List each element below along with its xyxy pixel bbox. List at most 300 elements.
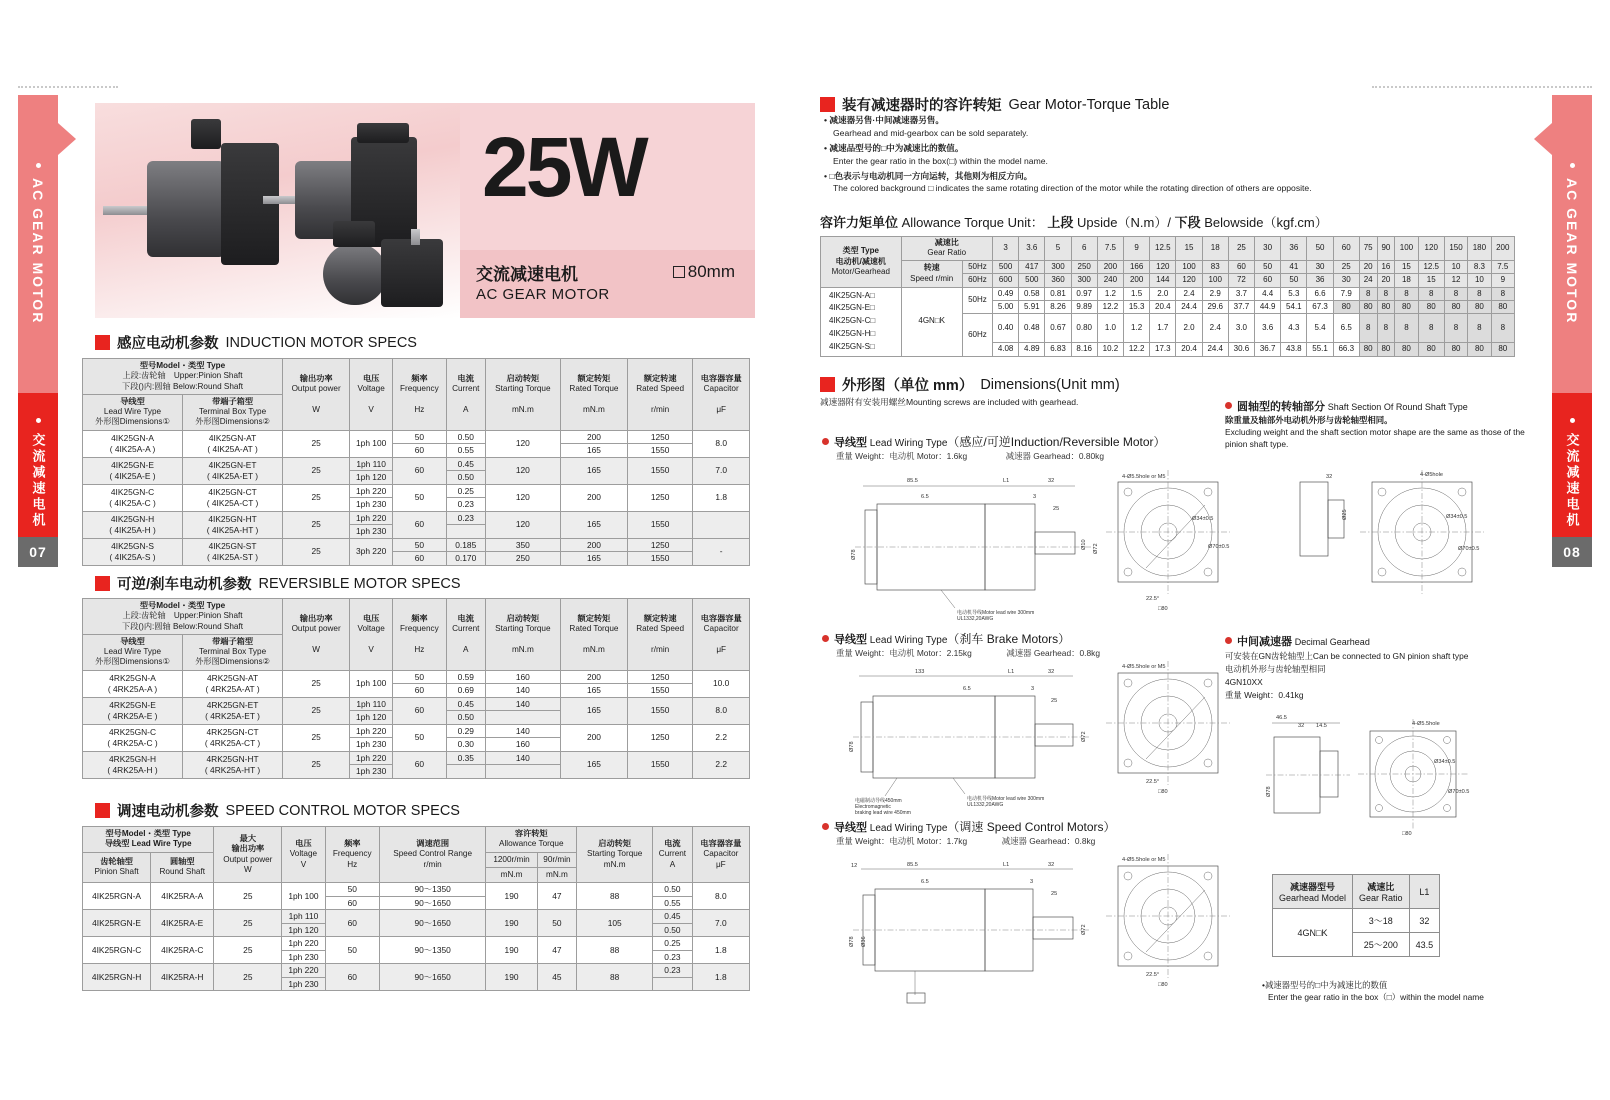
cell-rated-speed: 1550: [627, 552, 692, 566]
square-box-icon: [673, 266, 685, 278]
dim-block-3-heading: 导线型 Lead Wiring Type（调速 Speed Control Motors）: [822, 818, 1116, 837]
cell-torque-60hz-kgfcm: 17.3: [1150, 343, 1176, 356]
cell-voltage: 1ph 100: [350, 670, 393, 697]
mount-note-en: Mounting screws are included with gearhead.: [905, 397, 1079, 407]
cell-output-power: 25: [283, 538, 350, 565]
cell-current: 0.50: [446, 711, 485, 725]
cell-voltage: 1ph 220: [282, 964, 325, 978]
cell-frequency: 60: [393, 444, 447, 458]
cell-torque-50hz-kgfcm: 15.3: [1124, 300, 1150, 313]
cell-frequency: 50: [393, 430, 447, 444]
cell-output-power: 25: [283, 484, 350, 511]
table-row: [83, 430, 750, 444]
cell-output-power: 25: [283, 697, 350, 724]
section-heading-cn: 调速电动机参数: [117, 804, 219, 820]
cell-torque-50hz-nm: 4.4: [1255, 287, 1281, 300]
th-gear-ratio-value: 7.5: [1097, 237, 1123, 261]
page-number-right: 08: [1552, 537, 1592, 567]
th-lead-wire-type: 导线型 Lead Wire Type 外形图Dimensions①: [83, 634, 183, 670]
th-starting-torque: 启动转矩 Starting Torque mN.m: [485, 359, 560, 431]
cell-speed-60hz: 360: [1045, 274, 1071, 287]
cell-torque-50hz-kgfcm: 67.3: [1307, 300, 1333, 313]
table-row: [83, 883, 750, 897]
table-row: [83, 937, 750, 951]
svg-text:Ø34±0.5: Ø34±0.5: [1434, 759, 1456, 765]
dim-block-3-weight: 重量 Weight：电动机 Motor：1.7kg 减速器 Gearhead：0.8kg: [836, 836, 1096, 846]
svg-text:46.5: 46.5: [1276, 715, 1287, 721]
cell-torque-50hz-kgfcm: 80: [1418, 300, 1444, 313]
allowance-torque-unit-line: [820, 212, 1328, 231]
svg-text:22.5°: 22.5°: [1146, 596, 1160, 602]
top-dotted-rule-right: [1372, 86, 1592, 88]
hero-title-cn: 交流减速电机: [476, 265, 578, 284]
motor-gearbox: [381, 239, 443, 307]
th-capacitor: 电容器容量 Capacitor μF: [693, 359, 750, 431]
cell-model-terminal: 4RK25GN-HT ( 4RK25A-HT ): [183, 751, 283, 778]
cell-speed-50hz: 100: [1176, 260, 1202, 273]
red-dot-icon: [1225, 402, 1232, 409]
svg-text:4-Ø5.5hole or M5: 4-Ø5.5hole or M5: [1122, 664, 1166, 670]
cell-torque-60hz-kgfcm: 10.2: [1097, 343, 1123, 356]
motor-product-photo: [95, 103, 460, 318]
cell-current: 0.45: [446, 457, 485, 471]
cell-speed-60hz: 12: [1444, 274, 1467, 287]
cell-torque-50hz-kgfcm: 8.26: [1045, 300, 1071, 313]
cell-capacitor: 7.0: [693, 457, 750, 484]
cell-current: 0.55: [653, 896, 692, 910]
cell-torque-60hz-kgfcm: 80: [1377, 343, 1395, 356]
hero-title-en: AC GEAR MOTOR: [476, 286, 610, 303]
cell-current: 0.35: [446, 751, 485, 765]
cell-hz-50: 50Hz: [962, 287, 992, 314]
cell-speed-60hz: 50: [1281, 274, 1307, 287]
drawing-motor-side-speed: [845, 855, 1105, 1005]
cell-torque-60hz-nm: 0.80: [1071, 314, 1097, 343]
svg-text:L1: L1: [1008, 669, 1015, 675]
section-heading-en: SPEED CONTROL MOTOR SPECS: [225, 802, 460, 819]
cell-torque-50hz-nm: 6.6: [1307, 287, 1333, 300]
cell-speed-50hz: 30: [1307, 260, 1333, 273]
cell-frequency: 60: [393, 697, 447, 724]
section-heading-reversible: [95, 573, 461, 594]
cell-rated-torque: 165: [560, 444, 627, 458]
cell-starting-torque: [485, 765, 560, 779]
cell-frequency: 60: [393, 751, 447, 778]
cell-model-terminal: 4IK25GN-ET ( 4IK25A-ET ): [183, 457, 283, 484]
cell-capacitor: 1.8: [692, 937, 749, 964]
svg-text:6.5: 6.5: [921, 879, 929, 885]
svg-text:3: 3: [1031, 686, 1035, 692]
th-gear-ratio-value: 36: [1281, 237, 1307, 261]
cell-gearhead-model: 4GN□K: [1273, 909, 1353, 957]
cell-speed-50hz: 12.5: [1418, 260, 1444, 273]
th-l1: L1: [1409, 875, 1440, 909]
cell-current: 0.50: [446, 471, 485, 485]
svg-text:Ø72: Ø72: [1081, 924, 1087, 935]
red-dot-icon: [822, 635, 829, 642]
cell-voltage: 1ph 120: [350, 711, 393, 725]
cell-current: 0.50: [653, 883, 692, 897]
section-heading-induction: [95, 332, 417, 353]
cell-starting-torque: 140: [485, 684, 560, 698]
cell-current: 0.23: [446, 498, 485, 512]
table-row: [821, 287, 1515, 300]
cell-model-terminal: 4RK25GN-ET ( 4RK25A-ET ): [183, 697, 283, 724]
table-row: [83, 910, 750, 924]
cell-starting-torque: 120: [485, 457, 560, 484]
cell-starting-torque: 105: [577, 910, 653, 937]
th-current: 电流 Current A: [446, 359, 485, 431]
cell-starting-torque: 88: [577, 964, 653, 991]
mounting-screw-note: [820, 396, 1078, 409]
cell-starting-torque: 140: [485, 697, 560, 711]
cell-torque-50hz-nm: 0.81: [1045, 287, 1071, 300]
cell-frequency: 60: [325, 964, 379, 991]
cell-torque-60hz-kgfcm: 8.16: [1071, 343, 1097, 356]
cell-speed-60hz: 240: [1097, 274, 1123, 287]
cell-rated-torque: 200: [560, 430, 627, 444]
cell-motor-models: 4IK25GN-A□ 4IK25GN-E□ 4IK25GN-C□ 4IK25GN-H□ 4IK25GN-S□: [821, 287, 902, 356]
unit-line-cn2: 上段: [1047, 215, 1074, 230]
cell-speed-60hz: 144: [1150, 274, 1176, 287]
th-allow-1200: 1200r/min: [486, 852, 537, 867]
table-row: [83, 538, 750, 552]
cell-gearhead-model: 4GN□K: [901, 287, 962, 356]
section-heading-en: Gear Motor-Torque Table: [1008, 96, 1170, 113]
cell-speed-50hz: 10: [1444, 260, 1467, 273]
cell-voltage: 3ph 220: [350, 538, 393, 565]
round-shaft-heading: 圆轴型的转轴部分 Shaft Section Of Round Shaft Type: [1225, 399, 1520, 416]
torque-note: [824, 170, 1514, 196]
red-square-icon: [820, 377, 835, 392]
th-gear-ratio-value: 200: [1491, 237, 1514, 261]
cell-pinion-model: 4IK25RGN-H: [83, 964, 151, 991]
cell-model-terminal: 4RK25GN-CT ( 4RK25A-CT ): [183, 724, 283, 751]
cell-speed-50hz: 250: [1071, 260, 1097, 273]
th-output-power: 输出功率 Output power W: [283, 599, 350, 671]
cell-torque-60hz-nm: 8: [1491, 314, 1514, 343]
cell-speed-50hz: 16: [1377, 260, 1395, 273]
cell-current: 0.29: [446, 724, 485, 738]
cell-torque-60hz-kgfcm: 4.08: [993, 343, 1019, 356]
cell-capacitor: 8.0: [692, 883, 749, 910]
svg-text:Ø78: Ø78: [849, 936, 855, 947]
cell-frequency: 60: [393, 684, 447, 698]
th-model-group: 型号Model・类型 Type 上段:齿轮轴 Upper:Pinion Shaft 下段()内:圆轴 Below:Round Shaft: [83, 599, 283, 635]
cell-frequency: 50: [393, 724, 447, 751]
cell-torque-50hz-nm: 0.97: [1071, 287, 1097, 300]
cell-torque-60hz-nm: 8: [1359, 314, 1377, 343]
torque-note-en: Gearhead and mid-gearbox can be sold separately.: [833, 127, 1029, 138]
tab-arrow-icon: [58, 123, 76, 155]
tab-arrow-icon: [1534, 123, 1552, 155]
th-model-group: 型号Model・类型 Type 上段:齿轮轴 Upper:Pinion Shaft 下段()内:圆轴 Below:Round Shaft: [83, 359, 283, 395]
cell-rated-torque: 200: [560, 538, 627, 552]
cell-current: 0.25: [653, 937, 692, 951]
cell-torque-50hz-kgfcm: 44.9: [1255, 300, 1281, 313]
bullet-dot-icon: [1570, 418, 1575, 423]
cell-torque-50hz-kgfcm: 29.6: [1202, 300, 1228, 313]
cell-rated-speed: 1250: [627, 538, 692, 552]
top-dotted-rule-left: [18, 86, 118, 88]
th-voltage: 电压 Voltage V: [350, 359, 393, 431]
svg-text:Ø72: Ø72: [1093, 543, 1099, 554]
cell-current: [446, 525, 485, 539]
cell-voltage: 1ph 220: [350, 484, 393, 498]
cell-gear-ratio: 3～18: [1353, 909, 1410, 933]
red-square-icon: [95, 803, 110, 818]
cell-voltage: 1ph 220: [350, 511, 393, 525]
red-square-icon: [95, 576, 110, 591]
th-gear-ratio-value: 90: [1377, 237, 1395, 261]
section-heading-en: REVERSIBLE MOTOR SPECS: [258, 575, 461, 592]
cell-torque-60hz-kgfcm: 80: [1395, 343, 1418, 356]
svg-text:4-Ø5.5hole or M5: 4-Ø5.5hole or M5: [1122, 474, 1166, 480]
svg-text:Ø34±0.5: Ø34±0.5: [1192, 516, 1214, 522]
cell-output-power: 25: [283, 511, 350, 538]
cell-rated-speed: 1550: [627, 444, 692, 458]
cell-model-pinion: 4RK25GN-H ( 4RK25A-H ): [83, 751, 183, 778]
table-row: [83, 724, 750, 738]
th-gear-ratio-value: 6: [1071, 237, 1097, 261]
cell-output-power: 25: [214, 883, 282, 910]
cell-current: 0.23: [446, 511, 485, 525]
cell-torque-50hz-kgfcm: 37.7: [1228, 300, 1254, 313]
dim-block-1-weight: 重量 Weight：电动机 Motor：1.6kg 减速器 Gearhead：0.80kg: [836, 451, 1104, 461]
cell-torque-50hz-nm: 7.9: [1333, 287, 1359, 300]
table-row: [83, 964, 750, 978]
sidebar-tab-right-lower: [1552, 393, 1592, 553]
cell-model-terminal: 4IK25GN-CT ( 4IK25A-CT ): [183, 484, 283, 511]
th-gearhead-model: 减速器型号 Gearhead Model: [1273, 875, 1353, 909]
th-allow-unit-1: mN.m: [486, 867, 537, 882]
section-heading-torque: [820, 94, 1169, 115]
cell-starting-torque: 140: [485, 751, 560, 765]
cell-speed-60hz: 100: [1202, 274, 1228, 287]
torque-note: [824, 114, 1514, 140]
cell-current: [446, 765, 485, 779]
sidebar-tab-left-upper: [18, 95, 58, 393]
cell-speed-60hz: 15: [1418, 274, 1444, 287]
svg-text:□80: □80: [1402, 831, 1412, 837]
cell-allow-1200: 190: [486, 883, 537, 910]
cell-model-terminal: 4IK25GN-ST ( 4IK25A-ST ): [183, 538, 283, 565]
motor-shaft: [411, 229, 420, 245]
motor-terminal-box: [191, 119, 221, 149]
svg-text:Ø70±0.5: Ø70±0.5: [1458, 546, 1480, 552]
cell-capacitor: [693, 511, 750, 538]
th-allowance-torque: 容许转矩 Allowance Torque: [486, 827, 577, 853]
sidebar-tab-right-en: AC GEAR MOTOR: [1552, 95, 1592, 393]
cell-voltage: 1ph 230: [282, 977, 325, 991]
svg-text:Ø34±0.5: Ø34±0.5: [1446, 514, 1468, 520]
cell-allow-1200: 190: [486, 910, 537, 937]
th-gear-ratio-value: 18: [1202, 237, 1228, 261]
section-heading-cn: 感应电动机参数: [117, 336, 219, 352]
section-heading-cn: 装有减速器时的容许转矩: [842, 98, 1002, 114]
section-heading-dimensions: [820, 374, 1120, 395]
cell-rated-speed: 1550: [627, 511, 692, 538]
red-square-icon: [95, 335, 110, 350]
th-gear-ratio-value: 60: [1333, 237, 1359, 261]
cell-starting-torque: 88: [577, 883, 653, 910]
cell-starting-torque: 140: [485, 724, 560, 738]
th-type-motor-gearhead: 类型 Type 电动机/减速机 Motor/Gearhead: [821, 237, 902, 288]
cell-torque-50hz-nm: 8: [1418, 287, 1444, 300]
cell-speed-60hz: 72: [1228, 274, 1254, 287]
red-dot-icon: [822, 823, 829, 830]
unit-line-en1: Allowance Torque Unit：: [901, 215, 1044, 230]
cell-speed-60hz: 18: [1395, 274, 1418, 287]
cell-starting-torque: 160: [485, 738, 560, 752]
cell-torque-50hz-nm: 1.5: [1124, 287, 1150, 300]
th-voltage: 电压 Voltage V: [350, 599, 393, 671]
cell-torque-50hz-nm: 2.4: [1176, 287, 1202, 300]
cell-model-terminal: 4IK25GN-HT ( 4IK25A-HT ): [183, 511, 283, 538]
cell-torque-50hz-kgfcm: 80: [1395, 300, 1418, 313]
th-current: 电流 Current A: [653, 827, 692, 883]
cell-pinion-model: 4IK25RGN-A: [83, 883, 151, 910]
bullet-dot-icon: [1570, 163, 1575, 168]
cell-voltage: 1ph 110: [350, 697, 393, 711]
cell-frequency: 50: [325, 937, 379, 964]
cell-current: 0.45: [446, 697, 485, 711]
th-gear-ratio: 减速比 Gear Ratio: [1353, 875, 1410, 909]
cell-frequency: 60: [393, 511, 447, 538]
motor-can: [147, 161, 225, 257]
cell-model-pinion: 4RK25GN-C ( 4RK25A-C ): [83, 724, 183, 751]
cell-model-pinion: 4IK25GN-H ( 4IK25A-H ): [83, 511, 183, 538]
svg-text:3: 3: [1033, 494, 1037, 500]
svg-text:25: 25: [1051, 891, 1058, 897]
cell-torque-60hz-nm: 0.67: [1045, 314, 1071, 343]
torque-note-cn: • □色表示与电动机同一方向运转，其他则为相反方向。: [824, 170, 1033, 181]
cell-torque-60hz-nm: 1.2: [1124, 314, 1150, 343]
cell-current: 0.59: [446, 670, 485, 684]
section-heading-cn: 外形图（单位 mm）: [842, 378, 974, 394]
bullet-dot-icon: [36, 163, 41, 168]
svg-text:4-Ø5.5hole or M5: 4-Ø5.5hole or M5: [1122, 857, 1166, 863]
cell-voltage: 1ph 230: [350, 765, 393, 779]
induction-motor-table: [82, 358, 750, 566]
cell-torque-50hz-kgfcm: 5.00: [993, 300, 1019, 313]
cell-torque-60hz-nm: 8: [1468, 314, 1491, 343]
cell-torque-60hz-kgfcm: 80: [1359, 343, 1377, 356]
cell-torque-50hz-kgfcm: 80: [1491, 300, 1514, 313]
motor-terminal-box: [357, 123, 409, 143]
cell-speed-range: 90～1350: [379, 937, 485, 964]
sidebar-tab-left: [18, 95, 58, 553]
dim-block-2-weight: 重量 Weight：电动机 Motor：2.15kg 减速器 Gearhead：0.8kg: [836, 648, 1100, 658]
drawing-flange-round-shaft: [1300, 460, 1500, 610]
th-capacitor: 电容器容量 Capacitor μF: [693, 599, 750, 671]
svg-text:133: 133: [915, 669, 925, 675]
th-allow-unit-2: mN.m: [537, 867, 576, 882]
cell-voltage: 1ph 120: [350, 471, 393, 485]
cell-torque-50hz-kgfcm: 80: [1444, 300, 1467, 313]
cell-rated-torque: 165: [560, 684, 627, 698]
cell-speed-50hz: 15: [1395, 260, 1418, 273]
speed-control-motor-table: [82, 826, 750, 991]
section-heading-speed: [95, 800, 460, 821]
cell-voltage: 1ph 100: [282, 883, 325, 910]
cell-capacitor: 8.0: [693, 697, 750, 724]
cell-torque-60hz-kgfcm: 4.89: [1019, 343, 1045, 356]
cell-model-terminal: 4RK25GN-AT ( 4RK25A-AT ): [183, 670, 283, 697]
cell-torque-60hz-kgfcm: 80: [1491, 343, 1514, 356]
svg-text:UL1332,20AWG: UL1332,20AWG: [967, 802, 1004, 808]
cell-frequency: 60: [325, 910, 379, 937]
th-gear-ratio-value: 120: [1418, 237, 1444, 261]
th-frequency: 频率 Frequency Hz: [393, 359, 447, 431]
hero-wattage: 25W: [482, 120, 646, 214]
red-dot-icon: [1225, 637, 1232, 644]
cell-speed-50hz: 417: [1019, 260, 1045, 273]
cell-speed-50hz: 8.3: [1468, 260, 1491, 273]
cell-speed-50hz: 7.5: [1491, 260, 1514, 273]
cell-torque-60hz-nm: 4.3: [1281, 314, 1307, 343]
drawing-flange-1: [1100, 460, 1300, 610]
th-gear-ratio-value: 15: [1176, 237, 1202, 261]
cell-capacitor: 2.2: [693, 724, 750, 751]
cell-torque-50hz-kgfcm: 80: [1377, 300, 1395, 313]
cell-rated-torque: 200: [560, 670, 627, 684]
cell-torque-60hz-kgfcm: 43.8: [1281, 343, 1307, 356]
svg-text:braking lead wire 450mm: braking lead wire 450mm: [855, 810, 911, 816]
th-max-output-power: 最大 输出功率 Output power W: [214, 827, 282, 883]
cell-capacitor: -: [693, 538, 750, 565]
cell-frequency: 60: [325, 896, 379, 910]
table-row: [83, 484, 750, 498]
cell-torque-50hz-nm: 8: [1377, 287, 1395, 300]
th-frequency: 频率 Frequency Hz: [393, 599, 447, 671]
dim-block-2-heading: 导线型 Lead Wiring Type（刹车 Brake Motors）: [822, 630, 1070, 649]
cell-torque-50hz-kgfcm: 80: [1359, 300, 1377, 313]
th-gear-ratio-value: 25: [1228, 237, 1254, 261]
cell-capacitor: 2.2: [693, 751, 750, 778]
unit-line-en3: Belowside（kgf.cm）: [1204, 215, 1328, 230]
svg-text:85.5: 85.5: [907, 478, 918, 484]
cell-torque-50hz-nm: 8: [1359, 287, 1377, 300]
cell-output-power: 25: [283, 751, 350, 778]
cell-output-power: 25: [283, 457, 350, 484]
th-rated-speed: 额定转速 Rated Speed r/min: [627, 359, 692, 431]
svg-text:6.5: 6.5: [921, 494, 929, 500]
cell-rated-speed: 1550: [627, 751, 692, 778]
cell-speed-60hz: 9: [1491, 274, 1514, 287]
cell-current: 0.170: [446, 552, 485, 566]
svg-text:Electromagnetic: Electromagnetic: [855, 804, 891, 810]
cell-voltage: 1ph 230: [282, 950, 325, 964]
cell-allow-90: 45: [537, 964, 576, 991]
section-heading-en: INDUCTION MOTOR SPECS: [225, 334, 417, 351]
cell-torque-50hz-kgfcm: 80: [1468, 300, 1491, 313]
svg-text:6.5: 6.5: [963, 686, 971, 692]
sidebar-tab-right-upper: [1552, 95, 1592, 393]
cell-current: 0.30: [446, 738, 485, 752]
cell-output-power: 25: [214, 910, 282, 937]
red-dot-icon: [822, 438, 829, 445]
drawing-flange-3: [1100, 848, 1300, 988]
sidebar-tab-left-lower: [18, 393, 58, 553]
cell-torque-50hz-kgfcm: 9.89: [1071, 300, 1097, 313]
cell-speed-50hz: 120: [1150, 260, 1176, 273]
mount-note-cn: 减速器附有安装用螺丝: [820, 397, 906, 407]
torque-table-notes: [824, 114, 1514, 197]
cell-capacitor: 8.0: [693, 430, 750, 457]
svg-text:L1: L1: [1003, 478, 1010, 484]
cell-voltage: 1ph 220: [350, 751, 393, 765]
